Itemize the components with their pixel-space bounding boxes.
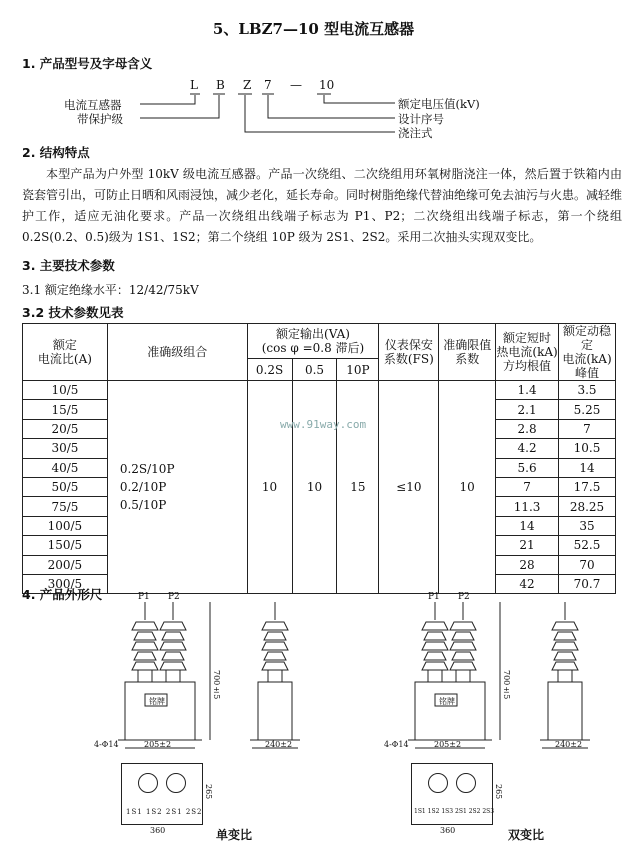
cell-short-time: 2.1 [496, 400, 559, 419]
terminal-2s2: 2S2 [185, 808, 203, 816]
cell-ratio: 30/5 [23, 439, 108, 458]
double-nameplate-label: 铭牌 [439, 697, 455, 706]
cell-short-time: 2.8 [496, 419, 559, 438]
cell-short-time: 28 [496, 555, 559, 574]
cell-ratio: 150/5 [23, 536, 108, 555]
terminal-2s1: 2S1 [455, 808, 467, 815]
double-terminal-labels [414, 808, 494, 815]
spec-table [22, 323, 616, 594]
cell-output-10p: 15 [337, 381, 379, 594]
cell-dynamic: 10.5 [559, 439, 616, 458]
terminal-2s3: 2S3 [482, 808, 495, 815]
header-alf: 准确限值 系数 [439, 324, 496, 381]
cell-ratio: 50/5 [23, 477, 108, 496]
cell-dynamic: 17.5 [559, 477, 616, 496]
cell-ratio: 40/5 [23, 458, 108, 477]
double-width-dim-front: 205±2 [434, 740, 462, 749]
cell-short-time: 11.3 [496, 497, 559, 516]
page-title: 5、LBZ7—10 型电流互感器 [212, 20, 415, 38]
cell-ratio: 15/5 [23, 400, 108, 419]
cell-short-time: 4.2 [496, 439, 559, 458]
section-4-heading: 4. 产品外形尺 [22, 587, 103, 602]
section-2-heading: 2. 结构特点 [22, 145, 90, 160]
spec-table-body [23, 381, 616, 594]
cell-short-time: 14 [496, 516, 559, 535]
model-letter-b: B [216, 78, 225, 92]
cell-short-time: 5.6 [496, 458, 559, 477]
single-nameplate-label: 铭牌 [149, 697, 165, 706]
single-pit-dim: 4-Φ14 [94, 740, 119, 749]
cell-short-time: 42 [496, 574, 559, 593]
caption-double-ratio: 双变比 [508, 828, 545, 842]
terminal-2s2: 2S2 [468, 808, 481, 815]
model-diagram-lines [0, 0, 627, 160]
insulation-level: 3.1 额定绝缘水平：12/42/75kV [22, 283, 199, 297]
cell-ratio: 10/5 [23, 381, 108, 400]
double-width-dim-side: 240±2 [555, 740, 583, 749]
terminal-2s1: 2S1 [165, 808, 183, 816]
double-p1-label: P1 [428, 592, 440, 602]
header-fs: 仪表保安 系数(FS) [379, 324, 439, 381]
header-rated-ratio: 额定 电流比(A) [23, 324, 108, 381]
cell-ratio: 100/5 [23, 516, 108, 535]
single-ratio-front-view [100, 590, 320, 760]
cell-dynamic: 14 [559, 458, 616, 477]
double-terminal-ring-1 [428, 773, 448, 793]
header-accuracy: 准确级组合 [107, 324, 247, 381]
double-ratio-front-view [390, 590, 610, 760]
label-rated-voltage: 额定电压值(kV) [398, 97, 480, 111]
terminal-1s2: 1S2 [427, 808, 440, 815]
single-p2-label: P2 [168, 592, 180, 602]
cell-short-time: 21 [496, 536, 559, 555]
label-current-transformer: 电流互感器 [64, 98, 122, 112]
single-base-height: 265 [204, 784, 213, 800]
model-dash: — [290, 78, 302, 92]
cell-short-time: 1.4 [496, 381, 559, 400]
single-base-width: 360 [150, 826, 166, 835]
cell-dynamic: 5.25 [559, 400, 616, 419]
table-row [23, 381, 616, 400]
terminal-1s1: 1S1 [414, 808, 426, 815]
double-base-plate [411, 763, 493, 825]
model-letter-z: Z [243, 78, 252, 92]
cell-accuracy: 0.2S/10P 0.2/10P 0.5/10P [107, 381, 247, 594]
single-width-dim-front: 205±2 [144, 740, 172, 749]
cell-dynamic: 70 [559, 555, 616, 574]
terminal-1s1: 1S1 [126, 808, 143, 816]
single-terminal-labels [126, 808, 203, 816]
cell-ratio: 75/5 [23, 497, 108, 516]
section-3-2-heading: 3.2 技术参数见表 [22, 305, 124, 320]
terminal-1s3: 1S3 [441, 808, 454, 815]
single-terminal-ring-2 [166, 773, 186, 793]
single-p1-label: P1 [138, 592, 150, 602]
cell-dynamic: 35 [559, 516, 616, 535]
header-output-05: 0.5 [292, 359, 337, 381]
double-p2-label: P2 [458, 592, 470, 602]
caption-single-ratio: 单变比 [216, 828, 253, 842]
label-design-serial: 设计序号 [398, 112, 444, 126]
header-dynamic-current: 额定动稳定 电流(kA) 峰值 [559, 324, 616, 381]
header-short-time-current: 额定短时 热电流(kA) 方均根值 [496, 324, 559, 381]
terminal-1s2: 1S2 [145, 808, 163, 816]
cell-dynamic: 3.5 [559, 381, 616, 400]
label-cast-type: 浇注式 [398, 126, 433, 140]
header-output-02s: 0.2S [247, 359, 292, 381]
double-base-height: 265 [494, 784, 503, 800]
double-height-dim: 700±5 [502, 670, 511, 700]
single-width-dim-side: 240±2 [265, 740, 293, 749]
single-terminal-ring-1 [138, 773, 158, 793]
cell-dynamic: 7 [559, 419, 616, 438]
cell-ratio: 20/5 [23, 419, 108, 438]
label-protection-level: 带保护级 [77, 112, 123, 126]
cell-dynamic: 28.25 [559, 497, 616, 516]
cell-dynamic: 52.5 [559, 536, 616, 555]
cell-output-02s: 10 [247, 381, 292, 594]
cell-ratio: 200/5 [23, 555, 108, 574]
section-3-heading: 3. 主要技术参数 [22, 258, 115, 273]
double-pit-dim: 4-Φ14 [384, 740, 409, 749]
header-output-10p: 10P [337, 359, 379, 381]
cell-short-time: 7 [496, 477, 559, 496]
cell-alf: 10 [439, 381, 496, 594]
model-digit-7: 7 [264, 78, 272, 92]
model-voltage: 10 [319, 78, 335, 92]
double-base-width: 360 [440, 826, 456, 835]
watermark: www.91way.com [280, 418, 367, 431]
model-letter-l: L [190, 78, 198, 92]
cell-fs: ≤10 [379, 381, 439, 594]
section-1-heading: 1. 产品型号及字母含义 [22, 56, 153, 71]
cell-ratio: 300/5 [23, 574, 108, 593]
cell-dynamic: 70.7 [559, 574, 616, 593]
structure-paragraph: 本型产品为户外型 10kV 级电流互感器。产品一次绕组、二次绕组用环氧树脂浇注一体，然后置于铁箱内由瓷套管引出，可防止日晒和风雨浸蚀，减少老化，延长寿命。同时树脂绝缘代替油绝缘可免去油污与火患。减轻维护工作，适应无油化要求。产品一次绕组出线端子标志为 P1、P2；二次绕组出线端子标志，第一个绕组 0.2S(0.2、0.5)级为 1S1、1S2；第二个绕组 10P 级为 2S1、2S2。采用二次抽头实现双变比。 [22, 167, 623, 244]
header-rated-output: 额定输出(VA) (cos φ =0.8 滞后) [247, 324, 379, 359]
single-height-dim: 700±5 [212, 670, 221, 700]
double-terminal-ring-2 [456, 773, 476, 793]
cell-output-05: 10 [292, 381, 337, 594]
